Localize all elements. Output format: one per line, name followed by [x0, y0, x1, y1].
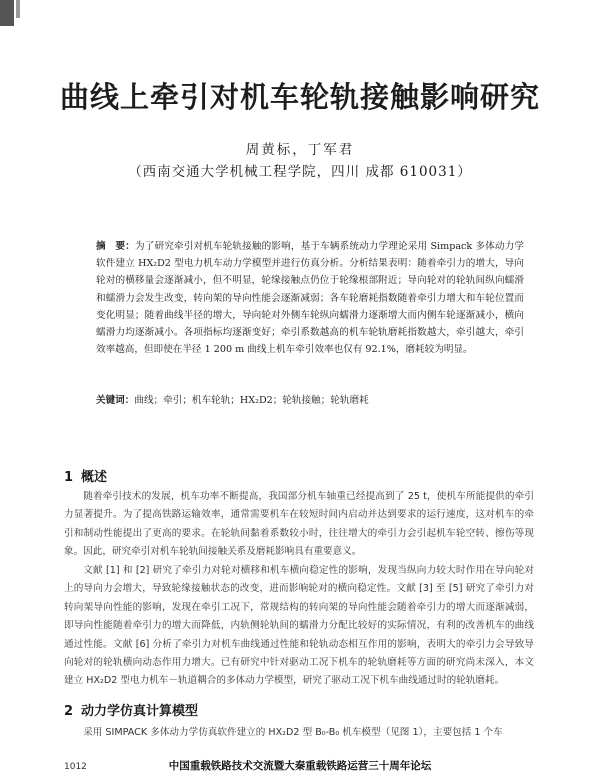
- running-footer: 中国重载铁路技术交流暨大秦重载铁路运营三十周年论坛: [168, 760, 432, 772]
- authors: 周黄标，丁军君: [245, 142, 355, 158]
- scan-edge-mark: [16, 0, 20, 18]
- section-number: 1: [64, 470, 74, 485]
- page-number: 1012: [64, 762, 87, 772]
- section-title: 动力学仿真计算模型: [81, 704, 199, 719]
- body-paragraph: 随着牵引技术的发展，机车功率不断提高，我国部分机车轴重已经提高到了 25 t，使机车所能提供的牵引力显著提升。为了提高铁路运输效率，通常需要机车在较短时间内启动并达到要求的运行速度，这对机车的牵引和制动性能提出了更高的要求。在轮轨间黏着系数较小时，往往增大的牵引力会引起机车轮空转、擦伤等现象。因此，研究牵引对机车轮轨间接触关系及磨耗影响具有重要意义。: [64, 491, 534, 558]
- keywords-label: 关键词：: [96, 395, 135, 406]
- keywords-text: 曲线；牵引；机车轮轨；HX₂D2；轮轨接触；轮轨磨耗: [134, 395, 369, 406]
- section-number: 2: [64, 704, 74, 719]
- paper-title: 曲线上牵引对机车轮轨接触影响研究: [59, 80, 540, 114]
- abstract-label: 摘 要：: [96, 241, 135, 252]
- abstract: [96, 238, 524, 358]
- affiliation: （西南交通大学机械工程学院，四川 成都 610031）: [128, 164, 472, 180]
- section-heading-2: [64, 700, 198, 719]
- keywords: [96, 392, 524, 409]
- abstract-text: 为了研究牵引对机车轮轨接触的影响，基于车辆系统动力学理论采用 Simpack 多体动力学软件建立 HX₂D2 型电力机车动力学模型并进行仿真分析。分析结果表明：随着牵引力的增大，导向轮对的横移量会逐渐减小，但不明显，轮缘接触点仍位于轮缘根部附近；导向轮对的轮轨间纵向蠕滑和蠕滑力会发生改变，转向架的导向性能会逐渐减弱；各车轮磨耗指数随着牵引力增大和车轮位置而变化明显；随着曲线半径的增大，导向轮对外侧车轮纵向蠕滑力逐渐增大而内侧车轮逐渐减小，横向蠕滑力均逐渐减小。各项指标均逐渐变好；牵引系数越高的机车轮轨磨耗指数越大，牵引越大，牵引效率越高，但即使在半径 1 200 m 曲线上机车牵引效率也仅有 92.1%，磨耗较为明显。: [96, 241, 525, 356]
- section-title: 概述: [81, 470, 108, 485]
- body-paragraph: 采用 SIMPACK 多体动力学仿真软件建立的 HX₂D2 型 B₀-B₀ 机车模型（见图 1），主要包括 1 个车: [83, 727, 503, 738]
- section-heading-1: [64, 466, 107, 485]
- scan-edge-mark: [0, 0, 14, 26]
- body-paragraph: 文献 [1] 和 [2] 研究了牵引力对轮对横移和机车横向稳定性的影响，发现当纵向力较大时作用在导向轮对上的导向力会增大，导致轮缘接触状态的改变，进而影响轮对的横向稳定性。文献 [3] 至 [5] 研究了牵引力对转向架导向性能的影响，发现在牵引工况下，常规结构的转向架的导向性能会随着牵引力的增大而逐渐减弱，即导向性能随着牵引力的增大而降低，内轨侧轮轨间的蠕滑力分配比较好的实际情况，有利的改善机车的曲线通过性能。文献 [6] 分析了牵引力对机车曲线通过性能和轮轨动态相互作用的影响，表明大的牵引力会导致导向轮对的轮轨横向动态作用力增大。已有研究中针对驱动工况下机车的轮轨磨耗等方面的研究尚未深入，本文建立 HX₂D2 型电力机车－轨道耦合的多体动力学模型，研究了驱动工况下机车曲线通过时的轮轨磨耗。: [64, 565, 534, 687]
